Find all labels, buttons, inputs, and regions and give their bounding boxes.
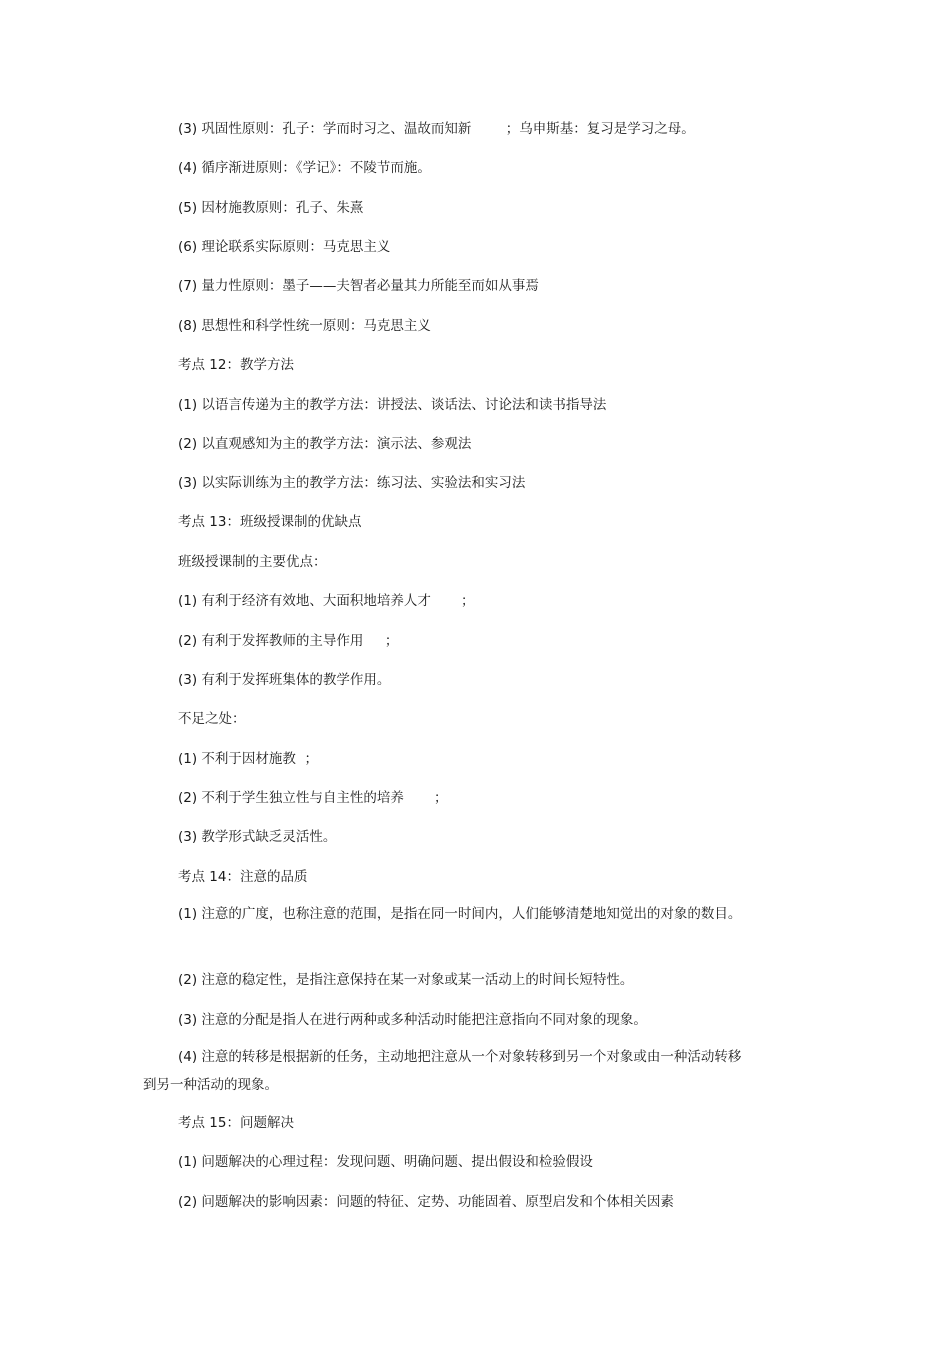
text-line: (3) 教学形式缺乏灵活性。 bbox=[178, 829, 337, 845]
text-line: 班级授课制的主要优点： bbox=[178, 554, 327, 570]
text-line: (1) 不利于因材施教 ； bbox=[178, 751, 318, 767]
paragraph-attention-shift: (4) 注意的转移是根据新的任务，主动地把注意从一个对象转移到另一个对象或由一种活动转移到另一种活动的现象。 bbox=[143, 1049, 742, 1093]
text-line: (3) 注意的分配是指人在进行两种或多种活动时能把注意指向不同对象的现象。 bbox=[178, 1012, 647, 1028]
text-line: (7) 量力性原则：墨子——夫智者必量其力所能至而如从事焉 bbox=[178, 278, 539, 294]
text-line: (3) 以实际训练为主的教学方法：练习法、实验法和实习法 bbox=[178, 475, 526, 491]
text-line: (2) 不利于学生独立性与自主性的培养 ； bbox=[178, 790, 448, 806]
section-heading: 考点 14：注意的品质 bbox=[178, 869, 308, 885]
section-heading: 考点 13：班级授课制的优缺点 bbox=[178, 514, 362, 530]
text-line: (2) 问题解决的影响因素：问题的特征、定势、功能固着、原型启发和个体相关因素 bbox=[178, 1194, 674, 1210]
text-line: (5) 因材施教原则：孔子、朱熹 bbox=[178, 200, 364, 216]
text-line: (2) 有利于发挥教师的主导作用 ； bbox=[178, 633, 399, 649]
text-line: (2) 以直观感知为主的教学方法：演示法、参观法 bbox=[178, 436, 472, 452]
text-line: (1) 问题解决的心理过程：发现问题、明确问题、提出假设和检验假设 bbox=[178, 1154, 593, 1170]
section-heading: 考点 15：问题解决 bbox=[178, 1115, 294, 1131]
text-line: (6) 理论联系实际原则：马克思主义 bbox=[178, 239, 391, 255]
paragraph-attention-span: (1) 注意的广度，也称注意的范围，是指在同一时间内，人们能够清楚地知觉出的对象的数目。 bbox=[178, 906, 742, 922]
text-line: (1) 以语言传递为主的教学方法：讲授法、谈话法、讨论法和读书指导法 bbox=[178, 397, 607, 413]
text-line: 不足之处： bbox=[178, 711, 246, 727]
text-line: (4) 循序渐进原则：《学记》：不陵节而施。 bbox=[178, 160, 431, 176]
text-line: (3) 巩固性原则：孔子：学而时习之、温故而知新 ；乌申斯基：复习是学习之母。 bbox=[178, 121, 695, 137]
text-line: (3) 有利于发挥班集体的教学作用。 bbox=[178, 672, 391, 688]
text-line: (1) 有利于经济有效地、大面积地培养人才 ； bbox=[178, 593, 475, 609]
section-heading: 考点 12：教学方法 bbox=[178, 357, 294, 373]
text-line: (8) 思想性和科学性统一原则：马克思主义 bbox=[178, 318, 431, 334]
text-line: (2) 注意的稳定性，是指注意保持在某一对象或某一活动上的时间长短特性。 bbox=[178, 972, 634, 988]
